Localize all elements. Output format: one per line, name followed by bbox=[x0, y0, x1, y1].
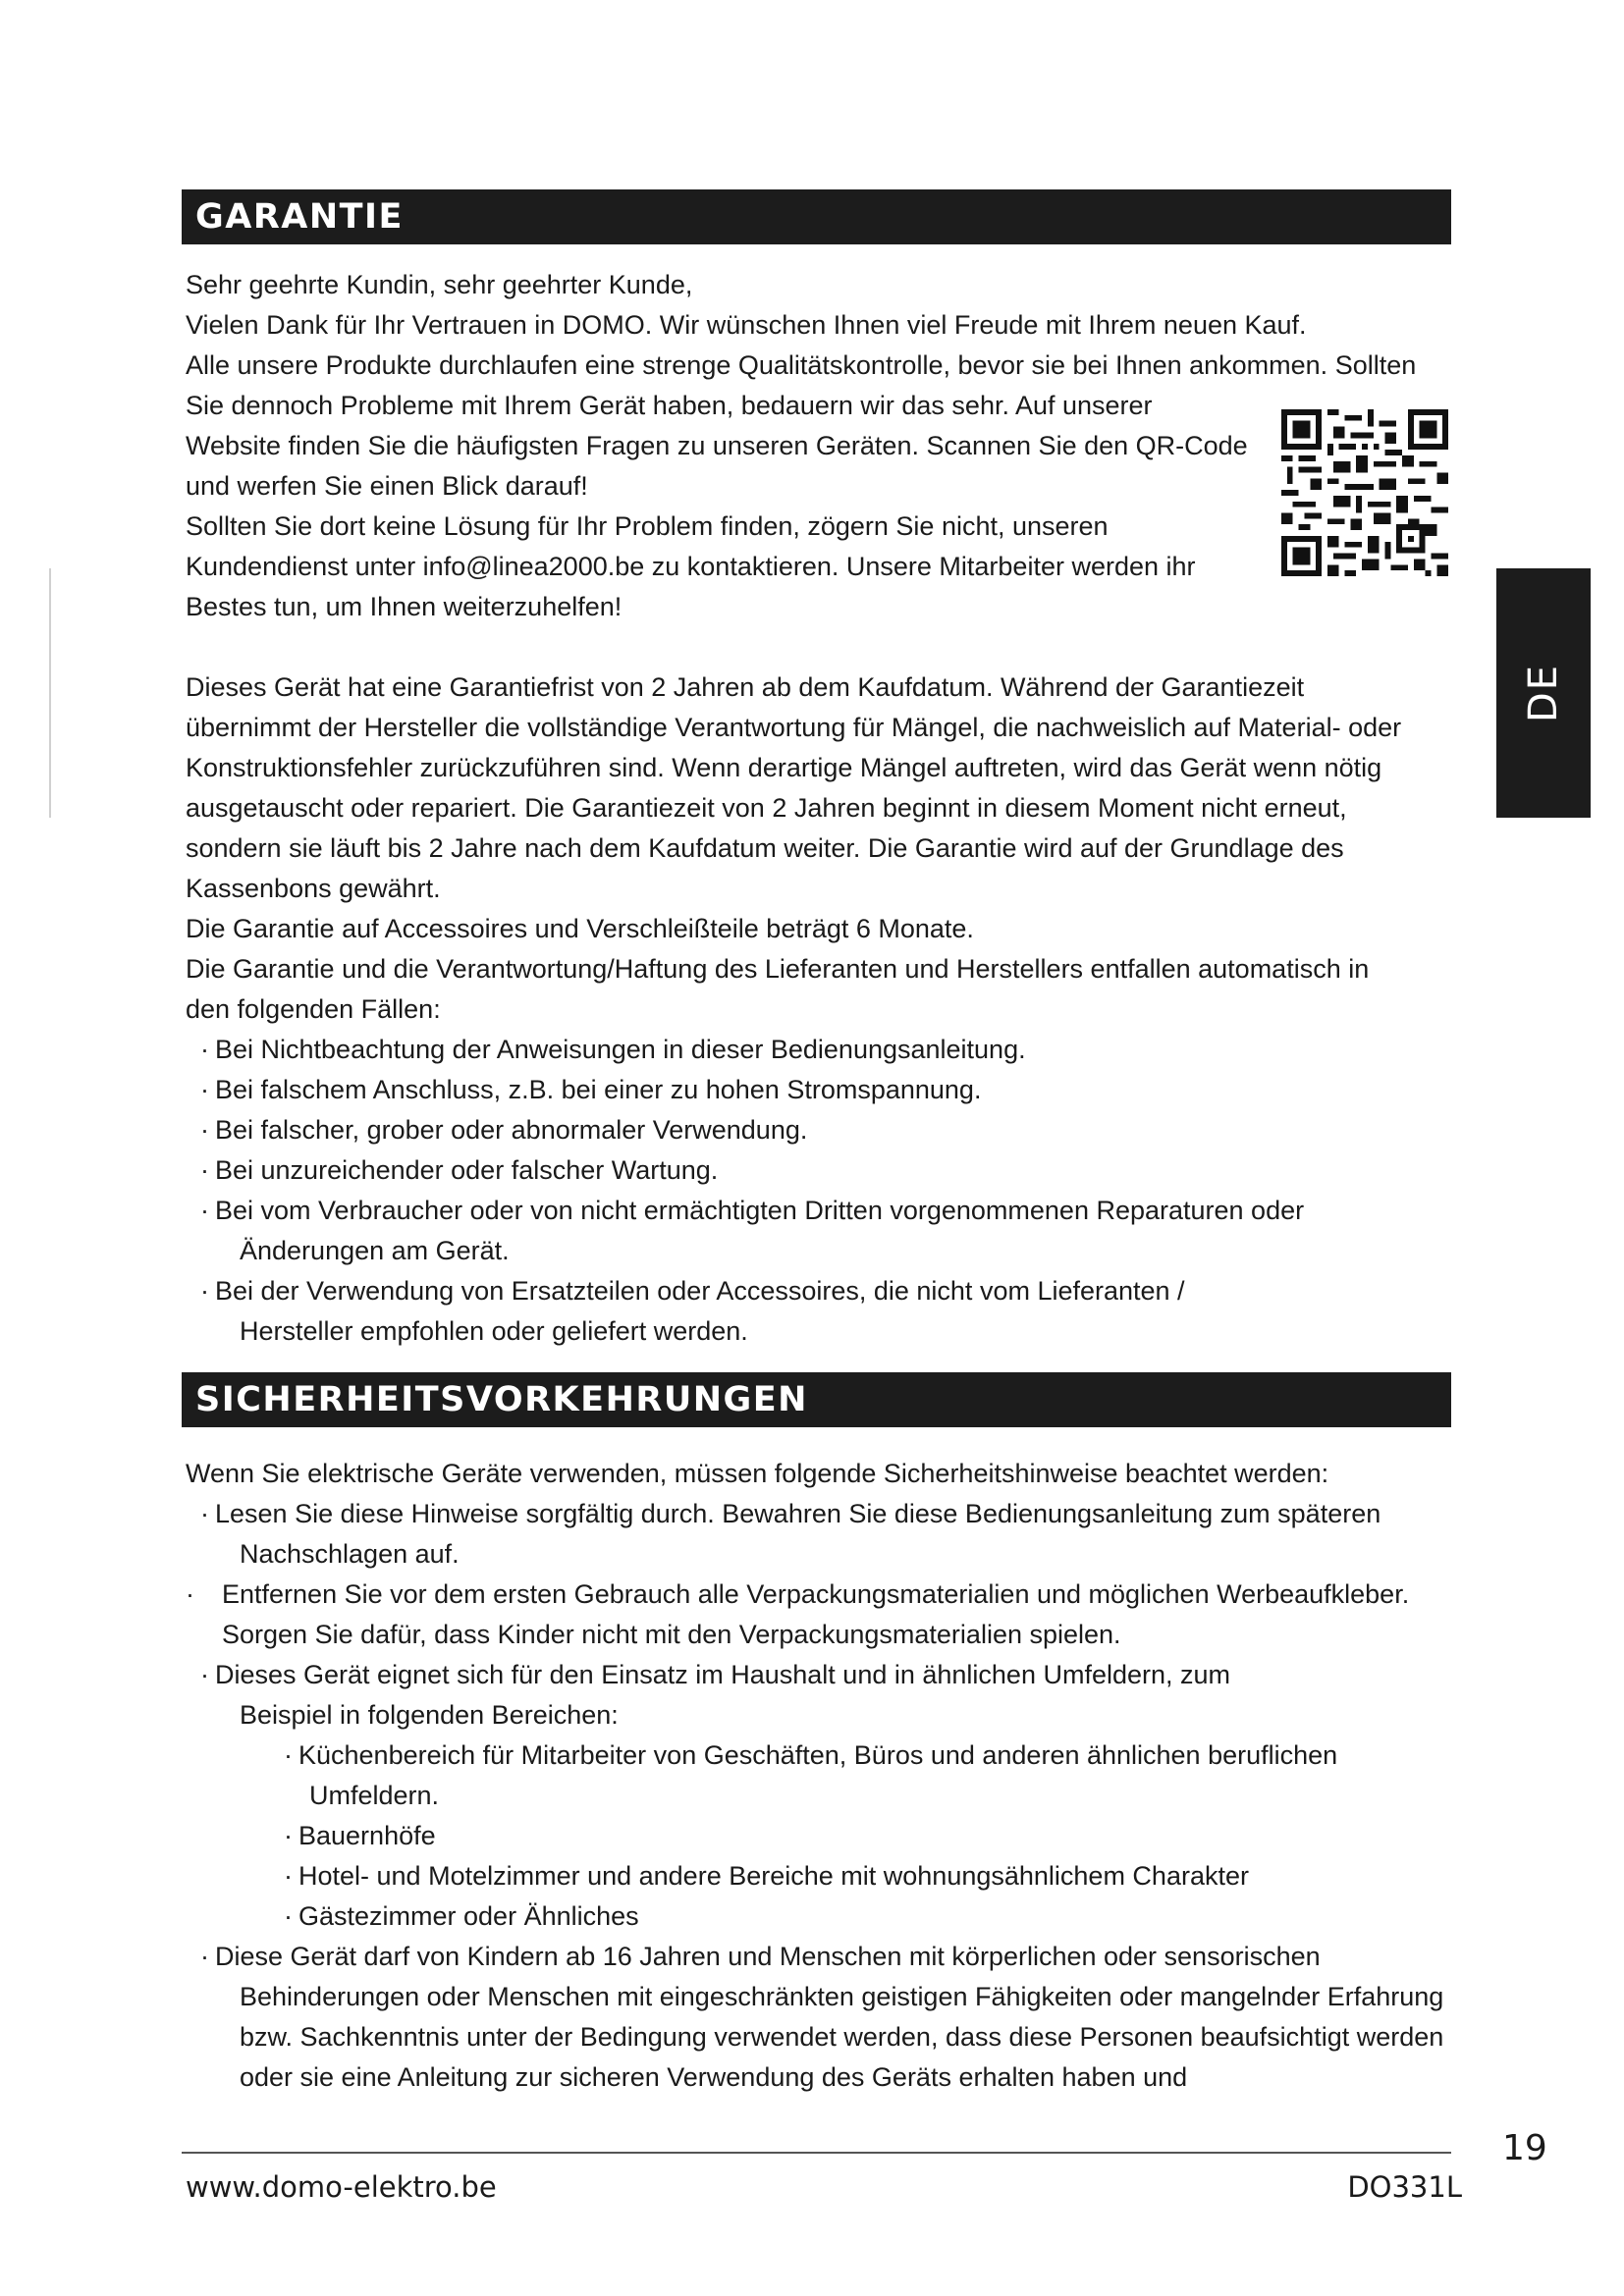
list-item: · Entfernen Sie vor dem ersten Gebrauch alle Verpackungsmaterialien und möglichen Werbeaufkleber. Sorgen Sie dafür, dass Kinder nicht mit den Verpackungsmaterialien spielen. bbox=[186, 1579, 1410, 1649]
safety-intro: Wenn Sie elektrische Geräte verwenden, müssen folgende Sicherheitshinweise beachtet werden: bbox=[186, 1459, 1329, 1488]
body-line: Dieses Gerät hat eine Garantiefrist von 2 Jahren ab dem Kaufdatum. Während der Garantiezeit bbox=[186, 672, 1305, 702]
intro-line: Sollten Sie dort keine Lösung für Ihr Problem finden, zögern Sie nicht, unseren bbox=[186, 511, 1109, 541]
list-item: · Bei der Verwendung von Ersatzteilen oder Accessoires, die nicht vom Lieferanten / Hersteller empfohlen oder geliefert werden. bbox=[200, 1276, 1185, 1346]
section-title-garantie: GARANTIE bbox=[182, 189, 1451, 244]
sub-list-item: · Hotel- und Motelzimmer und andere Bereiche mit wohnungsähnlichem Charakter bbox=[284, 1861, 1249, 1891]
garantie-intro bbox=[186, 265, 1455, 1352]
safety-content bbox=[186, 1454, 1452, 2098]
website-url: www.domo-elektro.be bbox=[186, 2170, 497, 2204]
sub-list-item: · Gästezimmer oder Ähnliches bbox=[284, 1901, 639, 1931]
list-item: · Bei falschem Anschluss, z.B. bei einer zu hohen Stromspannung. bbox=[200, 1075, 982, 1104]
model-number: DO331L bbox=[1347, 2170, 1462, 2204]
language-label: DE bbox=[1520, 663, 1566, 723]
sub-list-item: · Bauernhöfe bbox=[284, 1821, 436, 1850]
list-item: · Bei vom Verbraucher oder von nicht ermächtigten Dritten vorgenommenen Reparaturen oder Änderungen am Gerät. bbox=[200, 1196, 1305, 1265]
intro-line: Sie dennoch Probleme mit Ihrem Gerät haben, bedauern wir das sehr. Auf unserer bbox=[186, 391, 1153, 420]
body-line: sondern sie läuft bis 2 Jahre nach dem Kaufdatum weiter. Die Garantie wird auf der Grundlage des bbox=[186, 833, 1344, 863]
body-line: ausgetauscht oder repariert. Die Garantiezeit von 2 Jahren beginnt in diesem Moment nicht erneut, bbox=[186, 793, 1347, 823]
body-line: den folgenden Fällen: bbox=[186, 994, 441, 1024]
language-tab bbox=[1496, 568, 1591, 818]
list-item: · Lesen Sie diese Hinweise sorgfältig durch. Bewahren Sie diese Bedienungsanleitung zum späteren Nachschlagen auf. bbox=[200, 1499, 1381, 1569]
list-item: · Dieses Gerät eignet sich für den Einsatz im Haushalt und in ähnlichen Umfeldern, zum Beispiel in folgenden Bereichen: bbox=[200, 1660, 1231, 1730]
qr-code-icon bbox=[1281, 409, 1448, 576]
section-title-safety: SICHERHEITSVORKEHRUNGEN bbox=[182, 1372, 1451, 1427]
list-item: · Bei unzureichender oder falscher Wartung. bbox=[200, 1155, 719, 1185]
body-line: Die Garantie und die Verantwortung/Haftung des Lieferanten und Herstellers entfallen automatisch in bbox=[186, 954, 1370, 984]
intro-line: Bestes tun, um Ihnen weiterzuhelfen! bbox=[186, 592, 623, 621]
intro-line: Vielen Dank für Ihr Vertrauen in DOMO. Wir wünschen Ihnen viel Freude mit Ihrem neuen Kauf. bbox=[186, 310, 1307, 340]
sub-list-item: · Küchenbereich für Mitarbeiter von Geschäften, Büros und anderen ähnlichen beruflichen Umfeldern. bbox=[284, 1740, 1338, 1810]
list-item: · Diese Gerät darf von Kindern ab 16 Jahren und Menschen mit körperlichen oder sensorischen Behinderungen oder Menschen mit eingeschränkten geistigen Fähigkeiten oder mangelnder Erfahrung bzw. Sachkenntnis unter der Bedingung verwendet werden, dass diese Personen beaufsichtigt werden oder sie eine Anleitung zur sicheren Verwendung des Geräts erhalten haben und bbox=[200, 1942, 1444, 2092]
margin-line bbox=[49, 568, 51, 818]
body-line: Die Garantie auf Accessoires und Verschleißteile beträgt 6 Monate. bbox=[186, 914, 974, 943]
body-line: Konstruktionsfehler zurückzuführen sind. Wenn derartige Mängel auftreten, wird das Gerät wenn nötig bbox=[186, 753, 1382, 782]
body-line: übernimmt der Hersteller die vollständige Verantwortung für Mängel, die nachweislich auf Material- oder bbox=[186, 713, 1402, 742]
intro-line: Kundendienst unter info@linea2000.be zu kontaktieren. Unsere Mitarbeiter werden ihr bbox=[186, 552, 1196, 581]
intro-line: Sehr geehrte Kundin, sehr geehrter Kunde, bbox=[186, 270, 693, 299]
footer-rule bbox=[182, 2152, 1451, 2154]
list-item: · Bei falscher, grober oder abnormaler Verwendung. bbox=[200, 1115, 808, 1145]
intro-line: Website finden Sie die häufigsten Fragen zu unseren Geräten. Scannen Sie den QR-Code bbox=[186, 431, 1248, 460]
list-item: · Bei Nichtbeachtung der Anweisungen in dieser Bedienungsanleitung. bbox=[200, 1035, 1026, 1064]
intro-line: und werfen Sie einen Blick darauf! bbox=[186, 471, 588, 501]
intro-line: Alle unsere Produkte durchlaufen eine strenge Qualitätskontrolle, bevor sie bei Ihnen ankommen. Sollten bbox=[186, 350, 1417, 380]
body-line: Kassenbons gewährt. bbox=[186, 874, 441, 903]
page-number: 19 bbox=[1502, 2128, 1547, 2168]
